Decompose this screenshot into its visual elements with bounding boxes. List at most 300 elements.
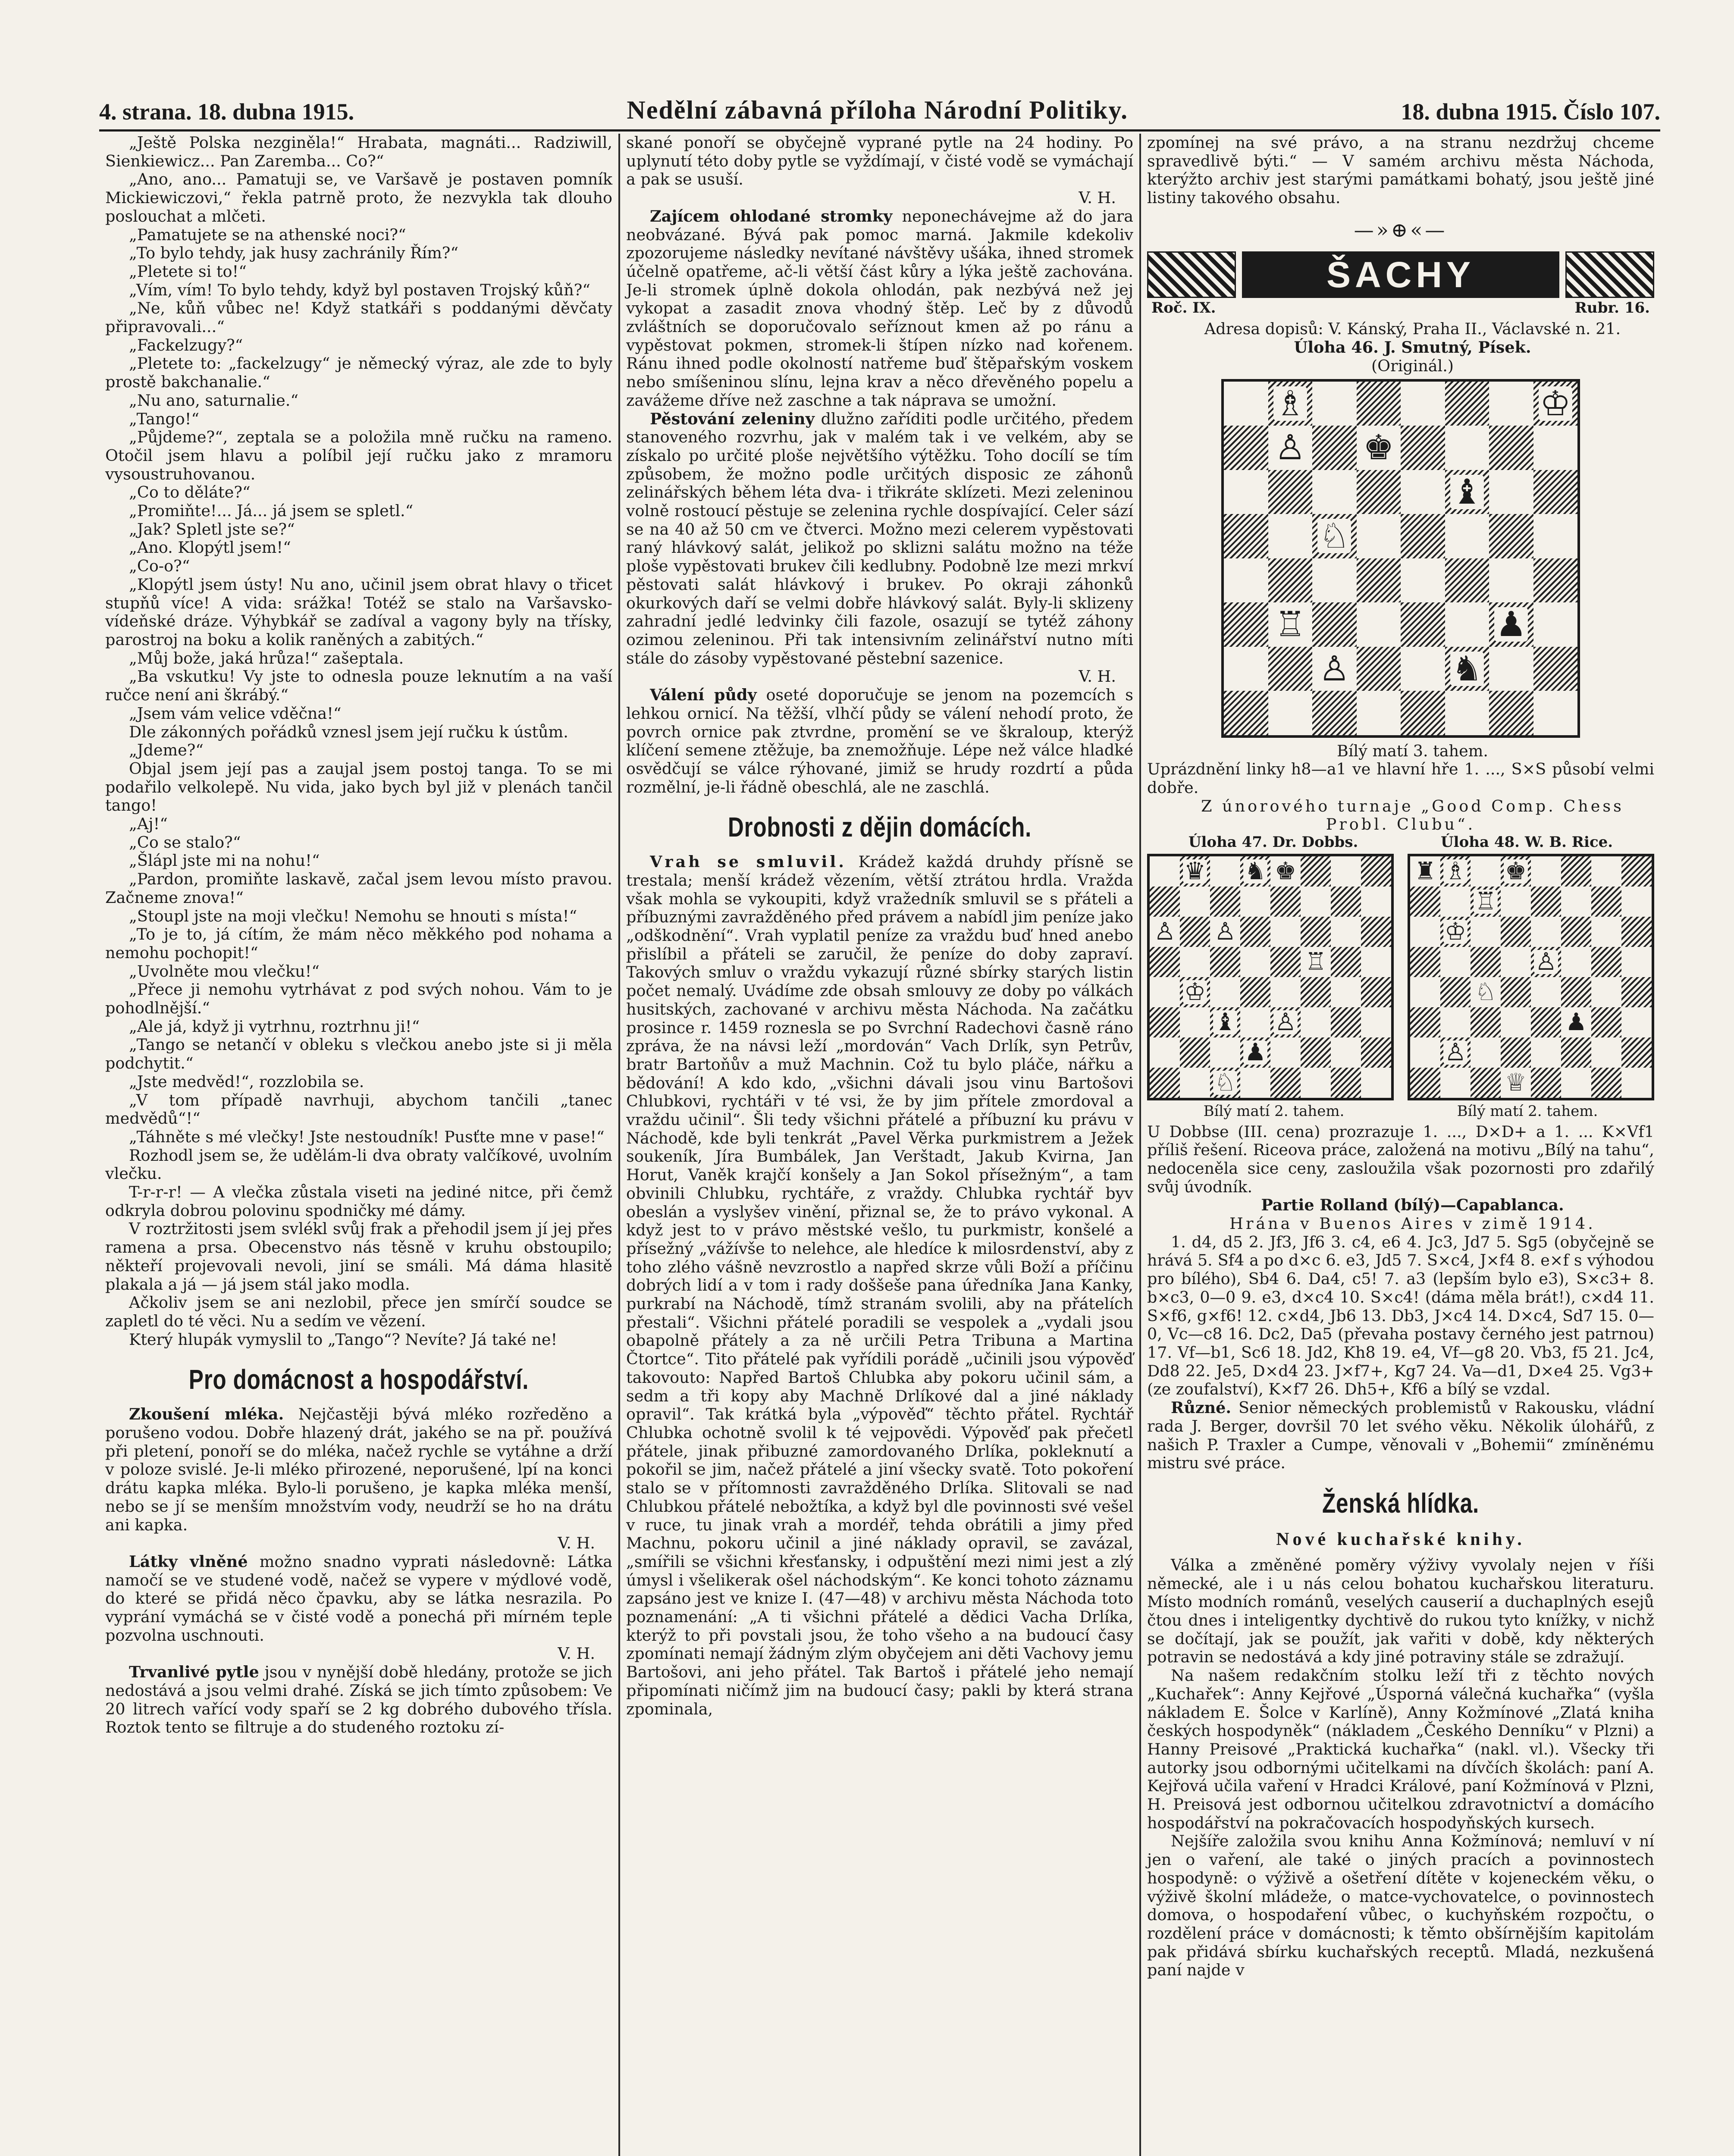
chess-square bbox=[1501, 856, 1531, 887]
article-rolling bbox=[626, 686, 1133, 796]
paragraph: „Pardon, promiňte laskavě, začal jsem levou místo pravou. Začneme znova!“ bbox=[105, 870, 612, 907]
chess-piece-icon: ♛ bbox=[1180, 856, 1210, 887]
chess-square bbox=[1270, 856, 1301, 887]
paragraph: „Přece ji nemohu vytrhávat z pod svých nohou. Vám to je pohodlnější.“ bbox=[105, 980, 612, 1018]
chess-task-47-title: Úloha 47. Dr. Dobbs. bbox=[1188, 834, 1358, 851]
chess-square bbox=[1401, 470, 1445, 514]
chess-square bbox=[1312, 558, 1357, 603]
paragraph: „Ano, ano... Pamatuji se, ve Varšavě je postaven pomník Mickiewiczovi,“ řekla patrně proto, že nezvykla tak dlouho poslouchat a mlčeti. bbox=[105, 170, 612, 226]
paragraph: „Ale já, když ji vytrhnu, roztrhnu ji!“ bbox=[129, 1017, 420, 1036]
chess-square bbox=[1224, 691, 1268, 735]
paragraph: „Co-o?“ bbox=[129, 557, 190, 576]
article-lead: Trvanlivé pytle bbox=[129, 1663, 259, 1682]
chess-piece-icon: ♔ bbox=[1533, 382, 1578, 426]
chess-square bbox=[1533, 691, 1578, 735]
chess-square bbox=[1224, 426, 1268, 470]
article-vegetables bbox=[626, 410, 1133, 668]
chess-mate-48: Bílý matí 2. tahem. bbox=[1457, 1102, 1598, 1120]
chess-square bbox=[1240, 887, 1270, 917]
chess-square bbox=[1401, 647, 1445, 691]
chess-square bbox=[1445, 647, 1489, 691]
paragraph: Objal jsem její pas a zaujal jsem postoj tanga. To se mi podařilo velkolepě. Nu vida, jako bych byl již v plenách tančil tango! bbox=[105, 759, 612, 815]
chess-square bbox=[1531, 917, 1561, 947]
author-signature: V. H. bbox=[1079, 667, 1116, 686]
chess-square bbox=[1331, 917, 1361, 947]
chess-square bbox=[1621, 1007, 1652, 1037]
chess-piece-icon: ♕ bbox=[1501, 1068, 1531, 1098]
chess-square bbox=[1357, 382, 1401, 426]
chess-square bbox=[1180, 1068, 1210, 1098]
chess-square bbox=[1471, 1037, 1501, 1068]
section-heading-history: Drobnosti z dějin domácích. bbox=[727, 812, 1032, 843]
newspaper-page bbox=[99, 86, 1660, 2156]
paragraph: „Šlápl jste mi na nohu!“ bbox=[129, 851, 320, 870]
chess-square bbox=[1471, 947, 1501, 977]
chess-square bbox=[1210, 917, 1240, 947]
chess-square bbox=[1210, 947, 1240, 977]
paragraph: „Co se stalo?“ bbox=[129, 833, 241, 852]
chess-piece-icon: ♝ bbox=[1210, 1007, 1240, 1037]
chess-square bbox=[1357, 602, 1401, 647]
chess-square bbox=[1410, 1068, 1440, 1098]
chess-square bbox=[1240, 977, 1270, 1007]
chess-piece-icon: ♙ bbox=[1270, 1007, 1301, 1037]
chess-piece-icon: ♙ bbox=[1531, 947, 1561, 977]
chess-square bbox=[1224, 647, 1268, 691]
article-bags-continued: skané ponoří se obyčejně vyprané pytle na 24 hodiny. Po uplynutí této doby pytle se vyždímají, v čisté vodě se vymáchají a pak se usuší. bbox=[626, 134, 1133, 189]
chess-piece-icon: ♚ bbox=[1270, 856, 1301, 887]
paragraph: Nejšíře založila svou knihu Anna Kožmínová; nemluví v ní jen o vaření, ale také o jiných pracích a povinnostech hospodyně: o výživě a ošetření dítěte v kojeneckém věku, o výživě školní mládeže, o matce-vychovatelce, o povinnostech domova, o hospodaření vůbec, o kuchyňském rozpočtu, o rozdělení práce v domácnosti; k těmto obšírnějším kapitolám pak přidává sbírku kuchařských receptů. Mladá, nezkušená paní najde v bbox=[1147, 1832, 1654, 1980]
chess-square bbox=[1445, 558, 1489, 603]
chess-square bbox=[1501, 1068, 1531, 1098]
chess-square bbox=[1489, 602, 1533, 647]
chess-square bbox=[1440, 917, 1471, 947]
chess-game-title: Partie Rolland (bílý)—Capablanca. bbox=[1261, 1196, 1564, 1215]
article-wool bbox=[105, 1553, 612, 1645]
chess-square bbox=[1489, 514, 1533, 558]
paragraph: „Klopýtl jsem ústy! Nu ano, učinil jsem obrat hlavy o třicet stupňů více! A vida: srážka! Totéž se stalo na Varšavsko-vídeňské dráze. Výhybkář se zadíval a vagony byly na třísky, parostroj na boku a kolik raněných a zabitých.“ bbox=[105, 575, 612, 649]
paragraph: Válka a změněné poměry výživy vyvolaly nejen v říši německé, ale i u nás celou bohatou kuchařskou literaturu. Místo modních románů, veselých causerií a duchaplných esejů čtou dnes i inteligentky dychtivě do rukou tyto knížky, v nichž se dočítají, jak se použít, jak vařiti v době, kdy některých potravin se nedostává a kdy jiné potraviny stále se zdražují. bbox=[1147, 1555, 1654, 1667]
dialogue-story bbox=[105, 134, 612, 1349]
chess-piece-icon: ♙ bbox=[1150, 917, 1180, 947]
chess-square bbox=[1410, 977, 1440, 1007]
chess-square bbox=[1445, 382, 1489, 426]
paragraph: Ačkoliv jsem se ani nezlobil, přece jen smírčí soudce se zapletl do té věci. Nu a sedím ve vězení. bbox=[105, 1293, 612, 1330]
chess-square bbox=[1501, 1037, 1531, 1068]
chess-square bbox=[1531, 856, 1561, 887]
chess-square bbox=[1150, 856, 1180, 887]
chess-square bbox=[1471, 977, 1501, 1007]
chess-square bbox=[1440, 1068, 1471, 1098]
chess-square bbox=[1621, 1037, 1652, 1068]
chess-square bbox=[1561, 947, 1591, 977]
chess-square bbox=[1621, 1068, 1652, 1098]
column-3 bbox=[1139, 134, 1660, 2156]
article-text: Senior německých problemistů v Rakousku, vládní rada J. Berger, dovršil 70 let svého věku. Několik úlohářů, z našich P. Traxler a Cumpe, věnovali v „Bohemii“ zmíněnému mistru své práce. bbox=[1147, 1398, 1654, 1473]
chess-square bbox=[1268, 602, 1313, 647]
chess-square bbox=[1410, 856, 1440, 887]
article-text: dlužno zaříditi podle určitého, předem stanoveného rozvrhu, jak v malém tak i ve velkém, aby se získalo po určité ploše největšího výtěžku. Toho docílí se tím způsobem, že možno podle určitých disposic ze záhonů zelinářských během léta dva- i třikráte sklízeti. Mezi zeleninou volně rostoucí pěstuje se zelenina rychle dospívající. Celer sází se na 40 až 50 cm ve čtverci. Možno mezi celerem vypěstovati raný hlávkový salát, jelikož po sklizni salátu možno na téže ploše vypěstovati brukev čili kedlubny. Podobně lze mezi mrkví pěstovati salát hlávkový i brukev. Po okraji záhonků okurkových daří se velmi dobře hlávkový salát. Byly-li sklizeny zahradní jedlé ledvinky čili fazole, osazují se tytéž záhony ozimou zeleninou. Při tak intensivním zelinářství nutno míti stále do zásoby vypěstované pěstební sazenice. bbox=[626, 409, 1133, 667]
chess-square bbox=[1591, 887, 1621, 917]
chess-board-46 bbox=[1221, 379, 1580, 738]
chess-square bbox=[1533, 382, 1578, 426]
paragraph: „Pletete to: „fackelzugy“ je německý výraz, ale zde to byly prostě bakchanalie.“ bbox=[105, 354, 612, 392]
chess-square bbox=[1410, 1007, 1440, 1037]
section-heading-women: Ženská hlídka. bbox=[1322, 1487, 1480, 1519]
chess-square bbox=[1180, 977, 1210, 1007]
chess-game-subtitle: Hrána v Buenos Aires v zimě 1914. bbox=[1229, 1214, 1596, 1233]
chess-tourney: Z únorového turnaje „Good Comp. Chess Probl. Clubu“. bbox=[1201, 796, 1624, 834]
chess-piece-icon: ♙ bbox=[1312, 647, 1357, 691]
chess-square bbox=[1401, 514, 1445, 558]
chess-square bbox=[1180, 856, 1210, 887]
chess-square bbox=[1410, 947, 1440, 977]
chess-misc bbox=[1147, 1399, 1654, 1473]
chess-square bbox=[1331, 947, 1361, 977]
chess-square bbox=[1501, 947, 1531, 977]
chess-square bbox=[1331, 1007, 1361, 1037]
chess-square bbox=[1268, 470, 1313, 514]
paragraph: Rozhodl jsem se, že udělám-li dva obraty valčíkové, uvolním vlečku. bbox=[105, 1146, 612, 1183]
chess-square bbox=[1445, 602, 1489, 647]
chess-square bbox=[1331, 887, 1361, 917]
chess-piece-icon: ♘ bbox=[1312, 514, 1357, 558]
chess-square bbox=[1301, 977, 1331, 1007]
chess-square bbox=[1561, 1037, 1591, 1068]
paragraph: Dle zákonných pořádků vznesl jsem její ručku k ústům. bbox=[129, 722, 568, 741]
chess-piece-icon: ♗ bbox=[1440, 856, 1471, 887]
chess-square bbox=[1312, 647, 1357, 691]
chess-square bbox=[1561, 1068, 1591, 1098]
chess-square bbox=[1270, 947, 1301, 977]
paragraph: „Jsem vám velice vděčna!“ bbox=[129, 704, 342, 723]
chess-ornament-right bbox=[1565, 251, 1654, 298]
chess-square bbox=[1410, 1037, 1440, 1068]
paragraph: „Stoupl jste na moji vlečku! Nemohu se hnouti s místa!“ bbox=[129, 906, 577, 925]
chess-square bbox=[1533, 514, 1578, 558]
chess-square bbox=[1180, 947, 1210, 977]
chess-square bbox=[1621, 917, 1652, 947]
author-signature: V. H. bbox=[558, 1534, 595, 1553]
article-text: možno snadno vyprati následovně: Látka namočí se ve studené vodě, načež se vypere v mýdlové vodě, do které se přidá něco čpavku, aby se látka nesrazila. Po vyprání vymáchá se v čisté vodě a ponechá při mírném teple pozvolna uschnouti. bbox=[105, 1552, 612, 1645]
chess-square bbox=[1150, 1007, 1180, 1037]
chess-banner-sub bbox=[1151, 300, 1650, 317]
chess-square bbox=[1531, 977, 1561, 1007]
paragraph: „Ještě Polska nezginěla!“ Hrabata, magnáti... Radziwill, Sienkiewicz... Pan Zaremba... Co?“ bbox=[105, 134, 612, 170]
chess-square bbox=[1312, 382, 1357, 426]
chess-square bbox=[1361, 1068, 1391, 1098]
chess-square bbox=[1180, 1037, 1210, 1068]
chess-piece-icon: ♖ bbox=[1471, 887, 1501, 917]
paragraph: „Ba vskutku! Vy jste to odnesla pouze leknutím a na vaší ručce není ani škrábý.“ bbox=[105, 667, 612, 705]
chess-square bbox=[1401, 382, 1445, 426]
chess-square bbox=[1489, 470, 1533, 514]
chess-square bbox=[1357, 691, 1401, 735]
paragraph: „Ne, kůň vůbec ne! Když statkáři s poddanými děvčaty připravovali...“ bbox=[105, 299, 612, 336]
chess-piece-icon: ♔ bbox=[1440, 917, 1471, 947]
chess-square bbox=[1240, 856, 1270, 887]
paragraph: „V tom případě navrhuji, abychom tančili „tanec medvědů“!“ bbox=[105, 1091, 612, 1128]
chess-square bbox=[1331, 977, 1361, 1007]
chess-square bbox=[1357, 514, 1401, 558]
author-signature: V. H. bbox=[1079, 188, 1116, 207]
chess-piece-icon: ♞ bbox=[1445, 647, 1489, 691]
chess-square bbox=[1591, 947, 1621, 977]
paragraph: „Co to děláte?“ bbox=[129, 483, 251, 502]
chess-square bbox=[1361, 1007, 1391, 1037]
chess-square bbox=[1471, 1007, 1501, 1037]
paragraph: „Jdeme?“ bbox=[129, 741, 204, 760]
chess-square bbox=[1445, 691, 1489, 735]
chess-square bbox=[1621, 977, 1652, 1007]
chess-square bbox=[1401, 426, 1445, 470]
chess-piece-icon: ♟ bbox=[1489, 602, 1533, 647]
chess-square bbox=[1150, 887, 1180, 917]
women-article bbox=[1147, 1556, 1654, 1980]
chess-piece-icon: ♗ bbox=[1268, 382, 1313, 426]
paragraph: „Tango se netančí v obleku s vlečkou anebo jste si ji měla podchytit.“ bbox=[105, 1035, 612, 1073]
chess-square bbox=[1240, 917, 1270, 947]
chess-square bbox=[1561, 917, 1591, 947]
chess-square bbox=[1268, 558, 1313, 603]
chess-square bbox=[1501, 917, 1531, 947]
chess-square bbox=[1591, 856, 1621, 887]
paragraph: „Půjdeme?“, zeptala se a položila mně ručku na rameno. Otočil jsem hlavu a políbil její ručku jako z mramoru vysoustruhovanou. bbox=[105, 428, 612, 483]
chess-square bbox=[1150, 1068, 1180, 1098]
chess-square bbox=[1531, 947, 1561, 977]
chess-square bbox=[1621, 887, 1652, 917]
chess-square bbox=[1312, 470, 1357, 514]
paragraph: „Ano. Klopýtl jsem!“ bbox=[129, 538, 291, 557]
chess-square bbox=[1301, 917, 1331, 947]
chess-square bbox=[1210, 887, 1240, 917]
chess-square bbox=[1301, 1068, 1331, 1098]
chess-square bbox=[1240, 1037, 1270, 1068]
chess-square bbox=[1210, 977, 1240, 1007]
chess-task-48-title: Úloha 48. W. B. Rice. bbox=[1441, 834, 1613, 851]
chess-square bbox=[1268, 426, 1313, 470]
chess-note-46: Uprázdnění linky h8—a1 ve hlavní hře 1. ..., S×S působí velmi dobře. bbox=[1147, 760, 1654, 797]
chess-square bbox=[1561, 887, 1591, 917]
paragraph: „Pamatujete se na athenské noci?“ bbox=[129, 225, 406, 244]
chess-square bbox=[1361, 887, 1391, 917]
chess-square bbox=[1224, 382, 1268, 426]
history-continued: zpomínej na své právo, a na stranu nezdržuj chceme spravedlivě býti.“ — V samém archivu města Náchoda, kterýžto archiv jest starými památkami bohatý, jsou ještě jiné listiny takového obsahu. bbox=[1147, 134, 1654, 207]
chess-square bbox=[1489, 382, 1533, 426]
chess-square bbox=[1591, 1037, 1621, 1068]
chess-square bbox=[1224, 602, 1268, 647]
chess-square bbox=[1312, 602, 1357, 647]
author-signature: V. H. bbox=[558, 1644, 595, 1663]
section-heading-household: Pro domácnost a hospodářství. bbox=[188, 1364, 529, 1395]
chess-square bbox=[1224, 558, 1268, 603]
chess-square bbox=[1621, 856, 1652, 887]
chess-square bbox=[1180, 1007, 1210, 1037]
chess-square bbox=[1621, 947, 1652, 977]
chess-square bbox=[1331, 856, 1361, 887]
chess-square bbox=[1591, 977, 1621, 1007]
header-right: 18. dubna 1915. Číslo 107. bbox=[1401, 99, 1660, 125]
chess-square bbox=[1440, 1007, 1471, 1037]
chess-ornament-left bbox=[1147, 251, 1236, 298]
chess-square bbox=[1240, 1007, 1270, 1037]
chess-piece-icon: ♘ bbox=[1471, 977, 1501, 1007]
chess-square bbox=[1440, 856, 1471, 887]
chess-piece-icon: ♜ bbox=[1410, 856, 1440, 887]
chess-square bbox=[1270, 887, 1301, 917]
chess-mate-captions bbox=[1147, 1103, 1654, 1120]
chess-square bbox=[1301, 1007, 1331, 1037]
chess-square bbox=[1268, 382, 1313, 426]
paragraph: „Jste medvěd!“, rozzlobila se. bbox=[129, 1072, 364, 1091]
paragraph: „Táhněte s mé vlečky! Jste nestoudník! Pusťte mne v pase!“ bbox=[129, 1127, 605, 1146]
chess-square bbox=[1501, 1007, 1531, 1037]
chess-square bbox=[1270, 1007, 1301, 1037]
article-lead: Různé. bbox=[1171, 1398, 1232, 1417]
chess-piece-icon: ♝ bbox=[1445, 470, 1489, 514]
chess-square bbox=[1268, 647, 1313, 691]
article-history bbox=[626, 853, 1133, 1718]
chess-square bbox=[1357, 470, 1401, 514]
chess-square bbox=[1531, 887, 1561, 917]
chess-square bbox=[1410, 887, 1440, 917]
chess-square bbox=[1440, 977, 1471, 1007]
article-lead: Vrah se smluvil. bbox=[650, 852, 847, 871]
chess-piece-icon: ♙ bbox=[1210, 917, 1240, 947]
paragraph: „To bylo tehdy, jak husy zachránily Řím?“ bbox=[129, 244, 459, 263]
chess-square bbox=[1180, 887, 1210, 917]
chess-square bbox=[1268, 691, 1313, 735]
ornament-divider: —»⊕«— bbox=[1354, 218, 1448, 241]
chess-square bbox=[1361, 856, 1391, 887]
paragraph: „Uvolněte mou vlečku!“ bbox=[129, 962, 320, 981]
chess-square bbox=[1180, 917, 1210, 947]
article-bags bbox=[105, 1663, 612, 1737]
chess-square bbox=[1210, 1037, 1240, 1068]
paragraph: „Fackelzugy?“ bbox=[129, 335, 243, 354]
chess-square bbox=[1531, 1068, 1561, 1098]
chess-square bbox=[1591, 917, 1621, 947]
chess-square bbox=[1224, 470, 1268, 514]
chess-piece-icon: ♖ bbox=[1268, 602, 1313, 647]
paragraph: „Aj!“ bbox=[129, 815, 168, 834]
paragraph: T-r-r-r! — A vlečka zůstala viseti na jediné nitce, při čemž odkryla dobrou polovinu spodničky mé dámy. bbox=[105, 1183, 612, 1220]
paragraph: Na našem redakčním stolku leží tři z těchto nových „Kuchařek“: Anny Kejřové „Úsporná válečná kuchařka“ (vyšla nákladem E. Šolce v Karlíně), Anny Kožmínové „Zlatá kniha českých hospodyněk“ (nákladem „Českého Denníku“ v Plzni) a Hanny Preisové „Praktická kuchařka“ (nakl. vl.). Všecky tři autorky jsou odbornými učitelkami na dívčích školách: paní A. Kejřová učila vaření v Hradci Králové, paní Kožmínová v Plzni, H. Preisová jest odbornou učitelkou zdravotnictví a domácího hospodářství na pokračovacích hospodyňských kursech. bbox=[1147, 1666, 1654, 1832]
chess-square bbox=[1401, 691, 1445, 735]
chess-square bbox=[1501, 977, 1531, 1007]
chess-square bbox=[1489, 558, 1533, 603]
chess-piece-icon: ♖ bbox=[1301, 947, 1331, 977]
chess-square bbox=[1501, 887, 1531, 917]
paragraph: „Jak? Spletl jste se?“ bbox=[129, 520, 295, 539]
chess-square bbox=[1401, 602, 1445, 647]
chess-square bbox=[1361, 947, 1391, 977]
paragraph: V roztržitosti jsem svlékl svůj frak a přehodil jsem jí jej přes ramena a prsa. Obecenstvo nás těsně v kruhu obstoupilo; někteří projevovali nevoli, jiní se smáli. Má dáma hlasitě plakala a já — já jsem stál jako modla. bbox=[105, 1219, 612, 1294]
chess-note-47-48: U Dobbse (III. cena) prozrazuje 1. ..., D×D+ a 1. ... K×Vf1 příliš řešení. Riceova práce, založená na motivu „Bílý na tahu“, nedoceněla sice ceny, zasloužila však pozornosti pro zdařilý svůj úvodník. bbox=[1147, 1122, 1654, 1196]
chess-square bbox=[1471, 887, 1501, 917]
chess-square bbox=[1561, 977, 1591, 1007]
chess-square bbox=[1533, 558, 1578, 603]
article-lead: Zajícem ohlodané stromky bbox=[650, 207, 893, 226]
chess-square bbox=[1361, 977, 1391, 1007]
chess-square bbox=[1210, 856, 1240, 887]
paragraph: „Tango!“ bbox=[129, 409, 200, 428]
chess-square bbox=[1561, 856, 1591, 887]
chess-game-moves: 1. d4, d5 2. Jf3, Jf6 3. c4, e6 4. Jc3, Jd7 5. Sg5 (obyčejně se hrává 5. Sf4 a po d×c 6. e3, Jd5 7. S×c4, J×f4 8. e×f s výhodou pro bílého), Sb4 6. Da4, c5! 7. a3 (lepším bylo e3), S×c3+ 8. b×c3, 0—0 9. e3, d×c4 10. S×c4! (dáma měla brát!), c×d4 11. S×f6, g×f6! 12. c×d4, Jb6 13. Db3, J×c4 14. D×c4, Sd7 15. 0—0, Vc—c8 16. Dc2, Da5 (převaha postavy černého jest patrnou) 17. Vf—b1, Sc6 18. Jd2, Kh8 19. e4, Vf—g8 20. Vb3, f5 21. Jc4, Dd8 22. Je5, D×d4 23. J×f7+, Kg7 24. Va—d1, D×e4 25. Vg3+ (ze zoufalství), K×f7 26. Dh5+, Kf6 a bílý se vzdal. bbox=[1147, 1232, 1654, 1399]
chess-square bbox=[1312, 426, 1357, 470]
chess-square bbox=[1531, 1037, 1561, 1068]
chess-square bbox=[1471, 856, 1501, 887]
chess-small-boards bbox=[1147, 854, 1654, 1100]
chess-square bbox=[1531, 1007, 1561, 1037]
paragraph: „Promiňte!... Já... já jsem se spletl.“ bbox=[129, 501, 414, 520]
header-title: Nedělní zábavná příloha Národní Politiky. bbox=[627, 96, 1129, 124]
chess-square bbox=[1270, 1068, 1301, 1098]
chess-square bbox=[1591, 1068, 1621, 1098]
chess-square bbox=[1445, 514, 1489, 558]
column-2 bbox=[618, 134, 1139, 2156]
chess-square bbox=[1445, 426, 1489, 470]
chess-task-captions bbox=[1147, 834, 1654, 851]
article-trees bbox=[626, 207, 1133, 410]
paragraph: „Vím, vím! To bylo tehdy, když byl postaven Trojský kůň?“ bbox=[129, 280, 590, 299]
chess-piece-icon: ♘ bbox=[1210, 1068, 1240, 1098]
women-subheading: Nové kuchařské knihy. bbox=[1276, 1529, 1525, 1549]
chess-piece-icon: ♙ bbox=[1440, 1037, 1471, 1068]
chess-piece-icon: ♚ bbox=[1501, 856, 1531, 887]
chess-piece-icon: ♟ bbox=[1561, 1007, 1591, 1037]
chess-square bbox=[1270, 1037, 1301, 1068]
article-lead: Válení půdy bbox=[650, 686, 757, 705]
chess-square bbox=[1312, 691, 1357, 735]
chess-square bbox=[1150, 947, 1180, 977]
article-lead: Látky vlněné bbox=[129, 1552, 248, 1571]
chess-piece-icon: ♟ bbox=[1240, 1037, 1270, 1068]
chess-square bbox=[1401, 558, 1445, 603]
chess-square bbox=[1533, 602, 1578, 647]
paragraph: „Nu ano, saturnalie.“ bbox=[129, 391, 298, 410]
chess-square bbox=[1224, 514, 1268, 558]
article-text: Krádež každá druhdy přísně se trestala; menší krádež vězením, větší ztrátou hrdla. Vražda však mohla se vykoupiti, když vražedník smluvil se s přáteli a příbuznými zavražděného před právem a nabídl jim peníze jako „odškodnění“. Vrah vyplatil peníze za vraždu buď hned anebo přislíbil a přáteli se zaručil, že peníze do doby zapraví. Takových smluv o vraždu vykazují různé sbírky starých listin počet nemalý. Uvádíme zde obsah smlouvy ze doby po válkách husitských, zachované v archivu města Náchoda. Na začátku prosince r. 1459 roznesla se po Svrchní Radechovi časně ráno zpráva, že na návsi leží „mordován“ Vach Drlík, syn Petrův, bratr Bartoňův a muž Machnin. Což tu bylo pláče, nářku a bědování! A kdo kdo, „všichni dávali jsou vinu Bartošovi Chlubkovi, rychtáři v té vsi, že by jim přítele zmordoval a vraždu učinil“. Šli tedy všichni přátelé a příbuzní ku právu v Náchodě, kde byli tenkrát „Pavel Věrka purkmistrem a Ježek soukeník, Jíra Bumbálek, Jan Verštadt, Jakub Kvirna, Jan Horut, Vaněk krajčí konšely a Jan Sokol přísežným“, a tam obvinili Chlubku, rychtáře, z vraždy. Chlubka rychtář byv obeslán a vyslyšev vinění, přiznal se, že to právo vykonal. A když jest to v právo městské vešlo, tu purkmistr, konšelé a přísežný „vážívše to nelehce, ale hledíce k milosrdenství, aby z toho zlého vášně nevzrostlo a napřed skrze vůli Boží a příčinu dobrých lidí a v tom i rady doššeše pana úředníka Jana Kanky, purkrabí na Náchodě, tímž stranám svolili, aby na přátelích přestali“. Všichni přátelé poradili se vespolek a „vydali jsou obapolně přátely a za ně určili Petra Tribuna a Martina Čtortce“. Tito přátelé pak vyřídili porádě „učinili jsou výpověď takovouto: Napřed Bartoš Chlubka aby pokoru učinil sám, a sedm a tři kopy aby Machně Drlíkové dal a jiné náklady opravil“. Tak krátká byla „výpověď“ těchto přátel. Rychtář Chlubka ochotně svolil k té vejpovědi. Výpověď pak přečetl přátele, jinak přibuzné zamordovaného Drlíka, pokleknutí a pokořil se jim, načež přátelé a jiní všecky svatě. Toto pokoření stalo se v přítomnosti zavražděného Drlíka. Slitovali se nad Chlubkou přátelé nebožtíka, a když byl dle povinnosti své vešel v ruce, tu jinak vrah a mordéř, tehda obrátili a jimy před Machnu, pokoru učinil a jiné náklady opravil, se zavázal, „smířili se všichni křesťansky, i odpuštění mezi nimi jest a zlý úmysl i všelikerak ošel náchodským“. Ke konci tohoto záznamu zapsáno jest ve knize I. (47—48) v archivu města Náchoda toto poznamenání: „A ti všichni přátelé a dědici Vacha Drlíka, kterýž to při povstali jsou, že toho všeho a na budoucí časy zpomínati nemají žádným zlým obyčejem ani děti Vachovy jemu Bartošovi, ani jeho přátel. Tak Bartoš i přátelé jeho nemají připomínati ničímž jim na budoucí časy; pakli by která strana zpominala, bbox=[626, 852, 1133, 1718]
chess-square bbox=[1150, 917, 1180, 947]
article-milk bbox=[105, 1405, 612, 1534]
chess-mate-47: Bílý matí 2. tahem. bbox=[1203, 1102, 1345, 1120]
chess-square bbox=[1445, 470, 1489, 514]
chess-square bbox=[1331, 1037, 1361, 1068]
chess-square bbox=[1357, 647, 1401, 691]
article-text: Nejčastěji bývá mléko rozředěno a porušeno vodou. Dobře hlazený drát, jakého se na př. používá při pletení, ponoří se do mléka, načež rychle se vytáhne a drží v poloze svislé. Je-li mléko přirozené, neporušené, lpí na konci drátu kapka mléka. Bylo-li porušeno, je kapka mléka menší, nebo se jí se menším množstvím vody, neudrží se ho na drátu ani kapka. bbox=[105, 1405, 612, 1534]
chess-square bbox=[1357, 558, 1401, 603]
chess-square bbox=[1361, 1037, 1391, 1068]
chess-square bbox=[1270, 917, 1301, 947]
chess-square bbox=[1268, 514, 1313, 558]
chess-square bbox=[1240, 947, 1270, 977]
chess-square bbox=[1357, 426, 1401, 470]
chess-task-46-title: Úloha 46. J. Smutný, Písek. bbox=[1294, 338, 1531, 357]
chess-square bbox=[1150, 977, 1180, 1007]
chess-square bbox=[1210, 1007, 1240, 1037]
chess-square bbox=[1301, 887, 1331, 917]
chess-square bbox=[1471, 1068, 1501, 1098]
chess-square bbox=[1301, 1037, 1331, 1068]
chess-square bbox=[1533, 647, 1578, 691]
chess-volume: Roč. IX. bbox=[1151, 299, 1216, 317]
chess-square bbox=[1410, 917, 1440, 947]
chess-mate-46: Bílý matí 3. tahem. bbox=[1337, 741, 1488, 760]
chess-square bbox=[1440, 887, 1471, 917]
chess-square bbox=[1331, 1068, 1361, 1098]
chess-piece-icon: ♞ bbox=[1240, 856, 1270, 887]
